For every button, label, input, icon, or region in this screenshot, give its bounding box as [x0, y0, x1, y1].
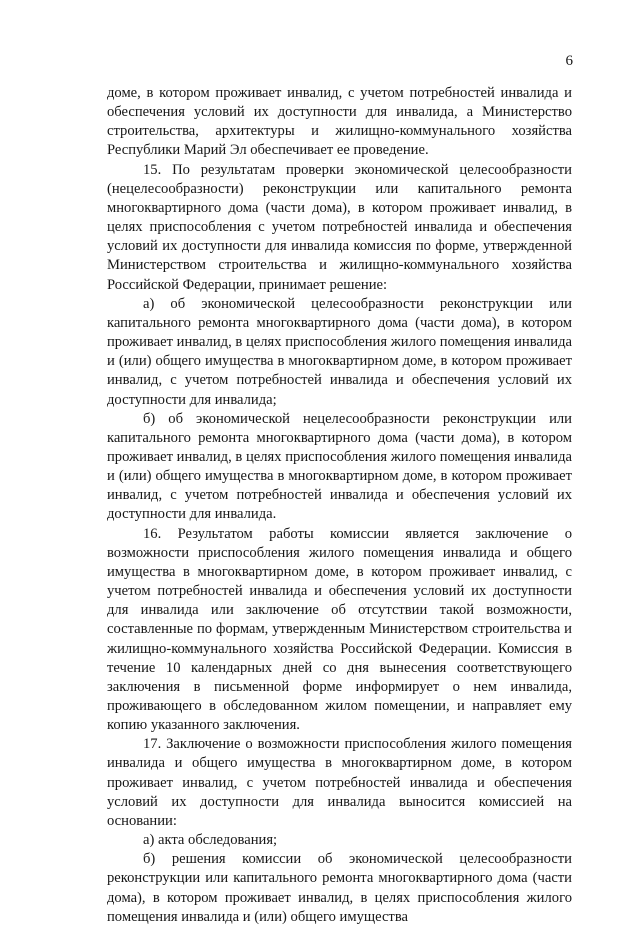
paragraph-15-b: б) об экономической нецелесообразности реконструкции или капитального ремонта многоквартирного дома (части дома), в котором проживает инвалид, в целях приспособления жилого помещения инвалида и (или) общего имущества в многоквартирном доме, в котором проживает инвалид, с учетом потребностей инвалида и обеспечения условий их доступности для инвалида.: [107, 410, 572, 523]
page-number: 6: [565, 53, 573, 69]
paragraph-15-a: а) об экономической целесообразности реконструкции или капитального ремонта многоквартирного дома (части дома), в котором проживает инвалид, в целях приспособления жилого помещения инвалида и (или) общего имущества в многоквартирном доме, в котором проживает инвалид, с учетом потребностей инвалида и обеспечения условий их доступности для инвалида;: [107, 295, 572, 408]
paragraph-continuation: доме, в котором проживает инвалид, с учетом потребностей инвалида и обеспечения условий их доступности для инвалида, а Министерство строительства, архитектуры и жилищно-коммунального хозяйства Республики Марий Эл обеспечивает ее проведение.: [107, 85, 572, 159]
paragraph-17: 17. Заключение о возможности приспособления жилого помещения инвалида и общего имущества в многоквартирном доме, в котором проживает инвалид, с учетом потребностей инвалида и обеспечения условий их доступности для инвалида выносится комиссией на основании:: [107, 736, 572, 829]
paragraph-17-b: б) решения комиссии об экономической целесообразности реконструкции или капитального ремонта многоквартирного дома (части дома), в котором проживает инвалид, в целях приспособления жилого помещения инвалида и (или) общего имущества: [107, 851, 572, 925]
document-body: [107, 84, 572, 927]
paragraph-17-a: а) акта обследования;: [143, 832, 278, 849]
paragraph-16: 16. Результатом работы комиссии является заключение о возможности приспособления жилого помещения инвалида и общего имущества в многоквартирном доме, в котором проживает инвалид, с учетом потребностей инвалида и обеспечения условий их доступности для инвалида или заключение об отсутствии такой возможности, составленные по формам, утвержденным Министерством строительства и жилищно-коммунального хозяйства Российской Федерации. Комиссия в течение 10 календарных дней со дня вынесения соответствующего заключения в письменной форме информирует о нем инвалида, проживающего в обследованном жилом помещении, и направляет ему копию указанного заключения.: [107, 525, 572, 734]
paragraph-15: 15. По результатам проверки экономической целесообразности (нецелесообразности) реконструкции или капитального ремонта многоквартирного дома (части дома), в котором проживает инвалид, в целях приспособления с учетом потребностей инвалида и обеспечения условий их доступности для инвалида комиссия по форме, утвержденной Министерством строительства и жилищно-коммунального хозяйства Российской Федерации, принимает решение:: [107, 161, 572, 293]
